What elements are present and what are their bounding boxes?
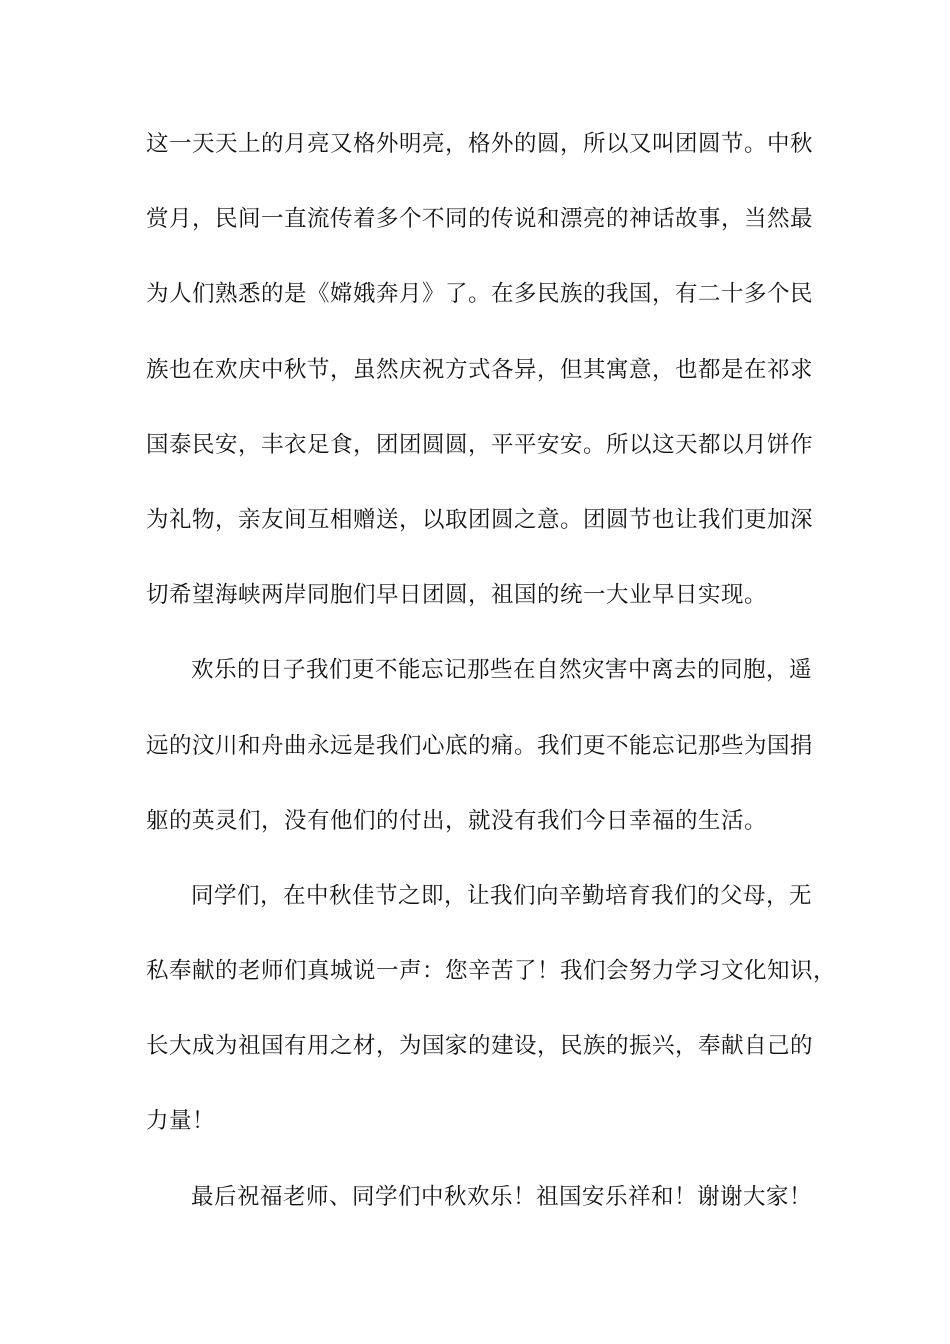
paragraph-2-line-1: 欢乐的日子我们更不能忘记那些在自然灾害中离去的同胞，遥: [191, 657, 813, 684]
paragraph-2-line-3: 躯的英灵们，没有他们的付出，就没有我们今日幸福的生活。: [146, 807, 768, 834]
line-spacing: [146, 915, 796, 953]
line-spacing: [146, 1141, 796, 1179]
line-spacing: [146, 840, 796, 878]
paragraph-1-line-3: 为人们熟悉的是《嫦娥奔月》了。在多民族的我国，有二十多个民: [146, 281, 814, 308]
line-spacing: [146, 464, 796, 502]
document-body: [146, 126, 837, 1216]
line-spacing: [146, 314, 796, 352]
line-spacing: [146, 765, 796, 803]
line-spacing: [146, 239, 796, 277]
paragraph-1-line-7: 切希望海峡两岸同胞们早日团圆，祖国的统一大业早日实现。: [146, 582, 768, 609]
line-spacing: [146, 389, 796, 427]
paragraph-3-line-4: 力量！: [146, 1108, 216, 1135]
paragraph-1-line-5: 国泰民安，丰衣足食，团团圆圆，平平安安。所以这天都以月饼作: [146, 431, 814, 458]
paragraph-3-line-3: 长大成为祖国有用之材，为国家的建设，民族的振兴，奉献自己的: [146, 1033, 814, 1060]
paragraph-1-line-1: 这一天天上的月亮又格外明亮，格外的圆，所以又叫团圆节。中秋: [146, 131, 814, 157]
line-spacing: [146, 690, 796, 728]
line-spacing: [146, 164, 796, 202]
paragraph-1-line-2: 赏月，民间一直流传着多个不同的传说和漂亮的神话故事，当然最: [146, 206, 814, 233]
paragraph-3-line-1: 同学们，在中秋佳节之即，让我们向辛勤培育我们的父母，无: [191, 882, 813, 909]
line-spacing: [146, 540, 796, 578]
line-spacing: [146, 615, 796, 653]
paragraph-1-line-6: 为礼物，亲友间互相赠送，以取团圆之意。团圆节也让我们更加深: [146, 506, 814, 533]
paragraph-1-line-4: 族也在欢庆中秋节，虽然庆祝方式各异，但其寓意，也都是在祁求: [146, 356, 814, 383]
line-spacing: [146, 1066, 796, 1104]
paragraph-3-line-2: 私奉献的老师们真城说一声：您辛苦了！我们会努力学习文化知识，: [146, 958, 837, 985]
paragraph-4-line-1: 最后祝福老师、同学们中秋欢乐！祖国安乐祥和！谢谢大家！: [191, 1183, 813, 1210]
paragraph-2-line-2: 远的汶川和舟曲永远是我们心底的痛。我们更不能忘记那些为国捐: [146, 732, 814, 759]
line-spacing: [146, 991, 796, 1029]
